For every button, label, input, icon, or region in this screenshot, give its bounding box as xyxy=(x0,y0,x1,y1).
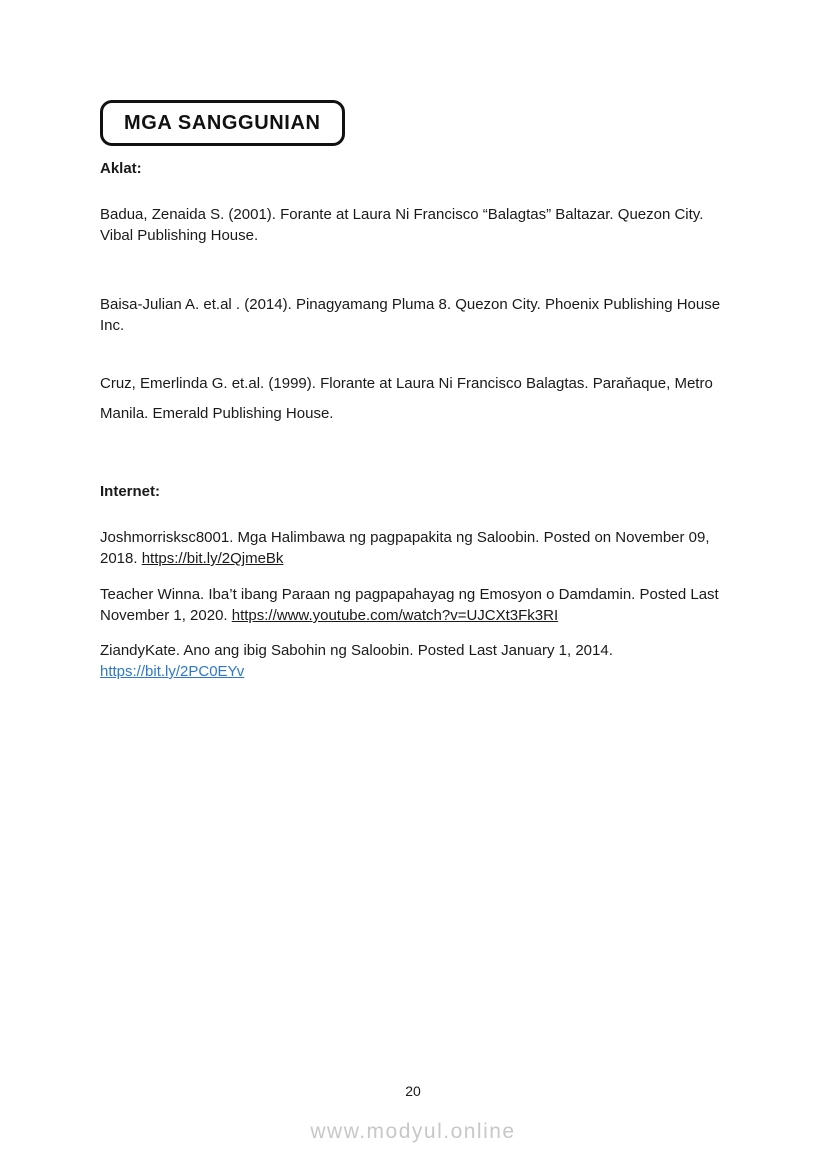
reference-link[interactable]: https://bit.ly/2QjmeBk xyxy=(141,550,284,567)
page-number: 20 xyxy=(405,1083,421,1099)
section-heading-aklat: Aklat: xyxy=(100,160,142,177)
section-heading-internet: Internet: xyxy=(100,483,160,500)
reference-entry xyxy=(100,584,728,626)
reference-entry xyxy=(100,640,728,682)
reference-entry xyxy=(100,204,728,246)
page-content xyxy=(100,0,728,682)
page-title: MGA SANGGUNIAN xyxy=(124,112,321,134)
reference-entry xyxy=(100,369,728,429)
reference-text: Badua, Zenaida S. (2001). Forante at Laura Ni Francisco “Balagtas” Baltazar. Quezon City. Vibal Publishing House. xyxy=(100,206,704,244)
reference-text: ZiandyKate. Ano ang ibig Sabohin ng Saloobin. Posted Last January 1, 2014. xyxy=(100,642,613,659)
watermark: www.modyul.online xyxy=(310,1120,516,1143)
reference-entry xyxy=(100,527,728,569)
reference-text: Baisa-Julian A. et.al . (2014). Pinagyamang Pluma 8. Quezon City. Phoenix Publishing House Inc. xyxy=(100,296,721,334)
reference-entry xyxy=(100,294,728,336)
reference-text: Joshmorrisksc8001. Mga Halimbawa ng pagpapakita ng Saloobin. Posted on November 09, 2018. xyxy=(100,529,710,567)
reference-text: Cruz, Emerlinda G. et.al. (1999). Florante at Laura Ni Francisco Balagtas. Paraňaque, Metro Manila. Emerald Publishing House. xyxy=(100,375,713,422)
page-title-box xyxy=(100,100,345,146)
reference-link[interactable]: https://bit.ly/2PC0EYv xyxy=(100,663,245,680)
reference-text: Teacher Winna. Iba’t ibang Paraan ng pagpapahayag ng Emosyon o Damdamin. Posted Last November 1, 2020. xyxy=(100,586,719,624)
reference-link[interactable]: https://www.youtube.com/watch?v=UJCXt3Fk3RI xyxy=(231,607,559,624)
